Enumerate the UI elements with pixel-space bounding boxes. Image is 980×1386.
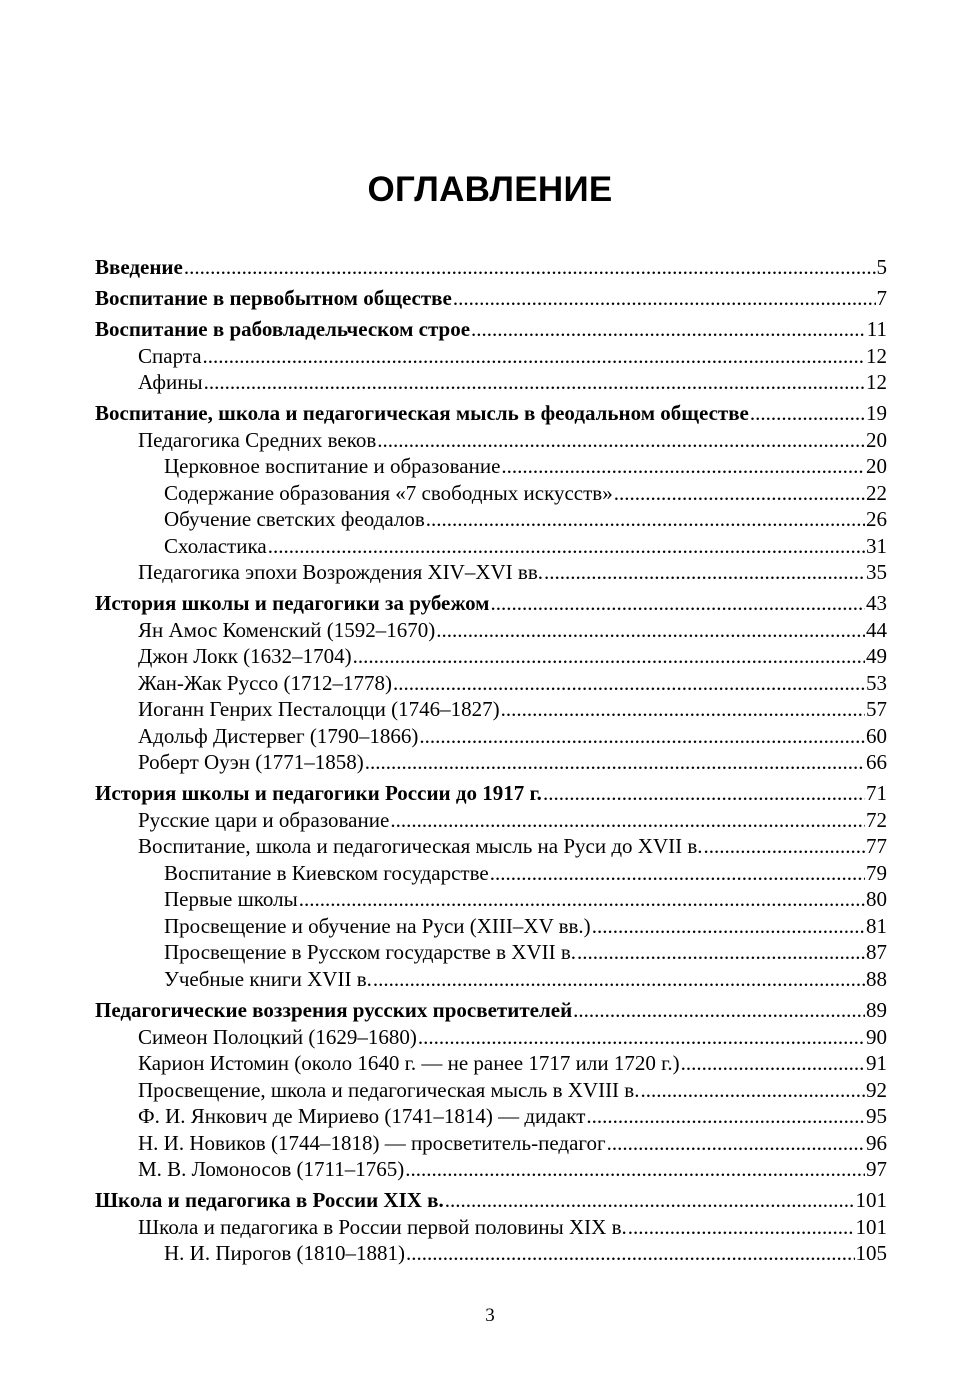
toc-entry-title: Воспитание в первобытном обществе [95,286,452,311]
toc-entry-page: 101 [855,1188,887,1213]
toc-dot-leader [592,913,865,940]
toc-entry-title: Воспитание в Киевском государстве [164,860,489,885]
toc-section-entry[interactable] [95,723,887,750]
toc-entry-title: Жан-Жак Руссо (1712–1778) [138,670,392,695]
toc-entry-page: 44 [866,617,887,642]
toc-entry-title: Карион Истомин (около 1640 г. — не ранее 1717 или 1720 г.) [138,1051,680,1076]
toc-section-entry[interactable] [95,1240,887,1267]
toc-entry-title: Содержание образования «7 свободных искусств» [164,480,613,505]
toc-entry-page: 88 [866,966,887,991]
toc-entry-page: 49 [866,644,887,669]
toc-entry-title: Симеон Полоцкий (1629–1680) [138,1024,417,1049]
toc-entry-page: 43 [866,591,887,616]
toc-entry-page: 91 [866,1051,887,1076]
toc-entry-title: История школы и педагогики за рубежом [95,591,490,616]
toc-dot-leader [299,886,865,913]
toc-section-entry[interactable] [95,807,887,834]
toc-entry-title: Н. И. Пирогов (1810–1881) [164,1241,405,1266]
toc-dot-leader [577,939,865,966]
toc-dot-leader [377,427,865,454]
toc-entry-page: 7 [876,286,887,311]
toc-chapter-entry[interactable] [95,1187,887,1214]
toc-entry-title: Введение [95,255,183,279]
toc-dot-leader [501,696,865,723]
toc-section-entry[interactable] [95,860,887,887]
toc-section-entry[interactable] [95,886,887,913]
toc-entry-title: М. В. Ломоносов (1711–1765) [138,1157,405,1182]
toc-dot-leader [405,1156,865,1183]
toc-entry-title: Русские цари и образование [138,807,390,832]
toc-entry-page: 72 [866,807,887,832]
toc-entry-page: 87 [866,940,887,965]
toc-dot-leader [490,860,865,887]
toc-dot-leader [607,1130,865,1157]
toc-entry-page: 5 [876,255,887,279]
toc-section-entry[interactable] [95,1050,887,1077]
toc-entry-title: Н. И. Новиков (1744–1818) — просветитель-педагог [138,1130,606,1155]
toc-dot-leader [586,1103,865,1130]
toc-chapter-entry[interactable] [95,254,887,281]
toc-entry-title: Иоганн Генрих Песталоцци (1746–1827) [138,697,500,722]
toc-section-entry[interactable] [95,427,887,454]
toc-entry-title: Воспитание, школа и педагогическая мысль на Руси до XVII в. [138,834,703,859]
toc-entry-page: 57 [866,697,887,722]
toc-entry-page: 90 [866,1024,887,1049]
toc-dot-leader [573,997,865,1024]
toc-section-entry[interactable] [95,1130,887,1157]
toc-entry-page: 95 [866,1104,887,1129]
toc-entry-page: 12 [866,370,887,395]
toc-dot-leader [543,780,865,807]
toc-dot-leader [501,453,865,480]
toc-entry-page: 22 [866,480,887,505]
toc-section-entry[interactable] [95,1024,887,1051]
toc-dot-leader [704,833,865,860]
toc-section-entry[interactable] [95,670,887,697]
toc-entry-page: 81 [866,913,887,938]
toc-section-entry[interactable] [95,939,887,966]
toc-entry-title: Просвещение и обучение на Руси (XIII–XV вв.) [164,913,591,938]
toc-dot-leader [184,254,876,281]
toc-dot-leader [419,723,865,750]
toc-entry-page: 79 [866,860,887,885]
toc-section-entry[interactable] [95,643,887,670]
toc-entry-page: 19 [866,401,887,426]
toc-entry-title: Адольф Дистервег (1790–1866) [138,723,419,748]
toc-section-entry[interactable] [95,913,887,940]
toc-section-entry[interactable] [95,506,887,533]
toc-entry-title: Воспитание, школа и педагогическая мысль в феодальном обществе [95,401,749,426]
toc-entry-title: Афины [138,370,203,395]
toc-entry-page: 11 [866,317,887,342]
toc-entry-title: Педагогика Средних веков [138,427,377,452]
toc-entry-page: 80 [866,887,887,912]
toc-dot-leader [393,670,865,697]
toc-section-entry[interactable] [95,533,887,560]
toc-chapter-entry[interactable] [95,780,887,807]
toc-entry-page: 96 [866,1130,887,1155]
toc-dot-leader [390,807,865,834]
toc-dot-leader [453,285,876,312]
toc-dot-leader [365,749,865,776]
toc-entry-page: 35 [866,560,887,585]
toc-dot-leader [436,617,865,644]
toc-section-entry[interactable] [95,369,887,396]
toc-section-entry[interactable] [95,966,887,993]
toc-dot-leader [426,506,865,533]
toc-entry-page: 92 [866,1077,887,1102]
toc-entry-page: 105 [855,1241,887,1266]
toc-entry-page: 53 [866,670,887,695]
toc-entry-title: Просвещение в Русском государстве в XVII в. [164,940,577,965]
toc-dot-leader [445,1187,855,1214]
toc-dot-leader [268,533,865,560]
toc-entry-page: 101 [855,1214,887,1239]
toc-dot-leader [471,316,866,343]
toc-chapter-entry[interactable] [95,400,887,427]
toc-entry-title: Ф. И. Янкович де Мириево (1741–1814) — дидакт [138,1104,586,1129]
toc-dot-leader [203,343,865,370]
toc-entry-title: История школы и педагогики России до 1917 г. [95,781,542,806]
toc-section-entry[interactable] [95,1077,887,1104]
toc-section-entry[interactable] [95,1103,887,1130]
toc-entry-title: Педагогика эпохи Возрождения XIV–XVI вв. [138,560,543,585]
toc-dot-leader [406,1240,855,1267]
toc-entry-title: Школа и педагогика в России первой половины XIX в. [138,1214,627,1239]
toc-entry-title: Джон Локк (1632–1704) [138,644,352,669]
toc-dot-leader [204,369,865,396]
toc-dot-leader [681,1050,865,1077]
toc-dot-leader [544,559,865,586]
toc-entry-page: 26 [866,507,887,532]
toc-entry-page: 20 [866,454,887,479]
toc-entry-title: Роберт Оуэн (1771–1858) [138,750,364,775]
toc-chapter-entry[interactable] [95,285,887,312]
toc-entry-page: 77 [866,834,887,859]
toc-section-entry[interactable] [95,453,887,480]
toc-section-entry[interactable] [95,559,887,586]
toc-section-entry[interactable] [95,1214,887,1241]
toc-entry-title: Спарта [138,343,202,368]
toc-section-entry[interactable] [95,1156,887,1183]
toc-entry-title: Просвещение, школа и педагогическая мысль в XVIII в. [138,1077,640,1102]
toc-chapter-entry[interactable] [95,997,887,1024]
toc-entry-page: 71 [866,781,887,806]
toc-entry-title: Воспитание в рабовладельческом строе [95,317,471,342]
toc-dot-leader [628,1214,855,1241]
toc-entry-page: 12 [866,343,887,368]
toc-chapter-entry[interactable] [95,590,887,617]
toc-entry-page: 97 [866,1157,887,1182]
toc-section-entry[interactable] [95,617,887,644]
toc-section-entry[interactable] [95,833,887,860]
toc-entry-title: Ян Амос Коменский (1592–1670) [138,617,436,642]
toc-entry-page: 89 [866,998,887,1023]
toc-entry-page: 31 [866,533,887,558]
toc-entry-title: Учебные книги XVII в. [164,966,372,991]
toc-entry-title: Церковное воспитание и образование [164,454,501,479]
toc-dot-leader [614,480,865,507]
toc-entry-title: Обучение светских феодалов [164,507,425,532]
toc-dot-leader [750,400,865,427]
table-of-contents [95,254,887,1267]
toc-dot-leader [490,590,865,617]
toc-section-entry[interactable] [95,696,887,723]
toc-dot-leader [418,1024,865,1051]
toc-entry-page: 60 [866,723,887,748]
toc-dot-leader [353,643,865,670]
toc-entry-title: Педагогические воззрения русских просветителей [95,998,573,1023]
toc-entry-title: Схоластика [164,533,267,558]
toc-entry-page: 20 [866,427,887,452]
toc-section-entry[interactable] [95,343,887,370]
toc-entry-page: 66 [866,750,887,775]
page-number: 3 [485,1305,495,1326]
toc-entry-title: Первые школы [164,887,298,912]
toc-section-entry[interactable] [95,749,887,776]
toc-dot-leader [373,966,865,993]
page-title: ОГЛАВЛЕНИЕ [367,170,613,209]
toc-chapter-entry[interactable] [95,316,887,343]
toc-entry-title: Школа и педагогика в России XIX в. [95,1188,444,1213]
toc-dot-leader [640,1077,865,1104]
toc-section-entry[interactable] [95,480,887,507]
